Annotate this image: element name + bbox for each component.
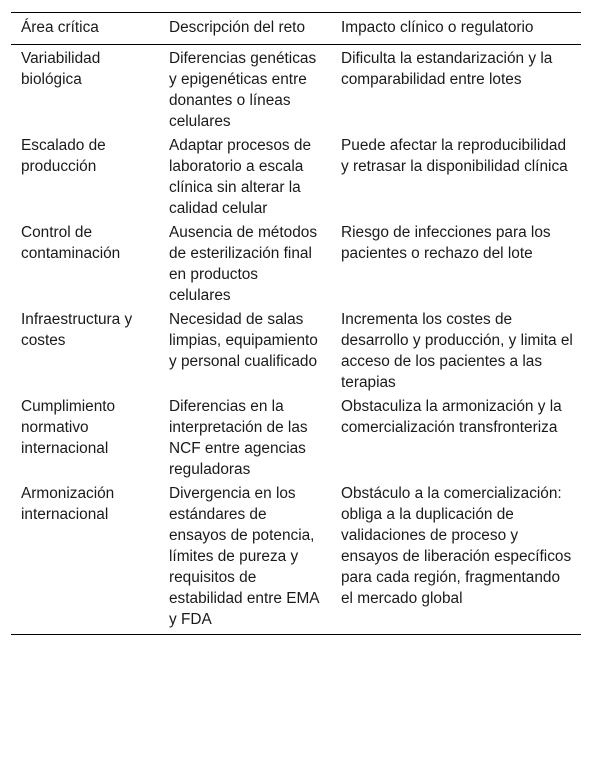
table-row — [11, 45, 581, 134]
table-row — [11, 394, 581, 481]
cell-descripcion: Diferencias en la interpretación de las NCF entre agencias reguladoras — [169, 398, 308, 478]
header-impacto: Impacto clínico o regulatorio — [341, 19, 534, 36]
table-row — [11, 481, 581, 635]
cell-impacto: Obstaculiza la armonización y la comercialización transfronteriza — [341, 398, 562, 436]
challenges-table — [11, 12, 581, 635]
cell-descripcion: Ausencia de métodos de esterilización final en productos celulares — [169, 224, 318, 304]
cell-impacto: Obstáculo a la comercialización: obliga a la duplicación de validaciones de proceso y ensayos de liberación específicos para cada región, fragmentando el mercado global — [341, 485, 572, 607]
cell-area: Cumplimiento normativo internacional — [21, 398, 116, 457]
cell-area: Infraestructura y costes — [21, 311, 133, 349]
cell-area: Armonización internacional — [21, 485, 115, 523]
header-row — [11, 13, 581, 45]
cell-descripcion: Necesidad de salas limpias, equipamiento y personal cualificado — [169, 311, 318, 370]
table-body — [11, 45, 581, 635]
cell-area: Variabilidad biológica — [21, 50, 101, 88]
cell-impacto: Riesgo de infecciones para los pacientes o rechazo del lote — [341, 224, 551, 262]
table-row — [11, 307, 581, 394]
cell-impacto: Incrementa los costes de desarrollo y producción, y limita el acceso de los pacientes a las terapias — [341, 311, 573, 391]
cell-descripcion: Adaptar procesos de laboratorio a escala clínica sin alterar la calidad celular — [169, 137, 312, 217]
table-row — [11, 220, 581, 307]
cell-area: Escalado de producción — [21, 137, 106, 175]
table-header — [11, 13, 581, 45]
cell-impacto: Dificulta la estandarización y la comparabilidad entre lotes — [341, 50, 553, 88]
cell-descripcion: Divergencia en los estándares de ensayos de potencia, límites de pureza y requisitos de estabilidad entre EMA y FDA — [169, 485, 319, 628]
cell-descripcion: Diferencias genéticas y epigenéticas entre donantes o líneas celulares — [169, 50, 317, 130]
cell-impacto: Puede afectar la reproducibilidad y retrasar la disponibilidad clínica — [341, 137, 568, 175]
table-row — [11, 133, 581, 220]
header-area-critica: Área crítica — [21, 19, 99, 36]
header-descripcion-reto: Descripción del reto — [169, 19, 306, 36]
cell-area: Control de contaminación — [21, 224, 121, 262]
